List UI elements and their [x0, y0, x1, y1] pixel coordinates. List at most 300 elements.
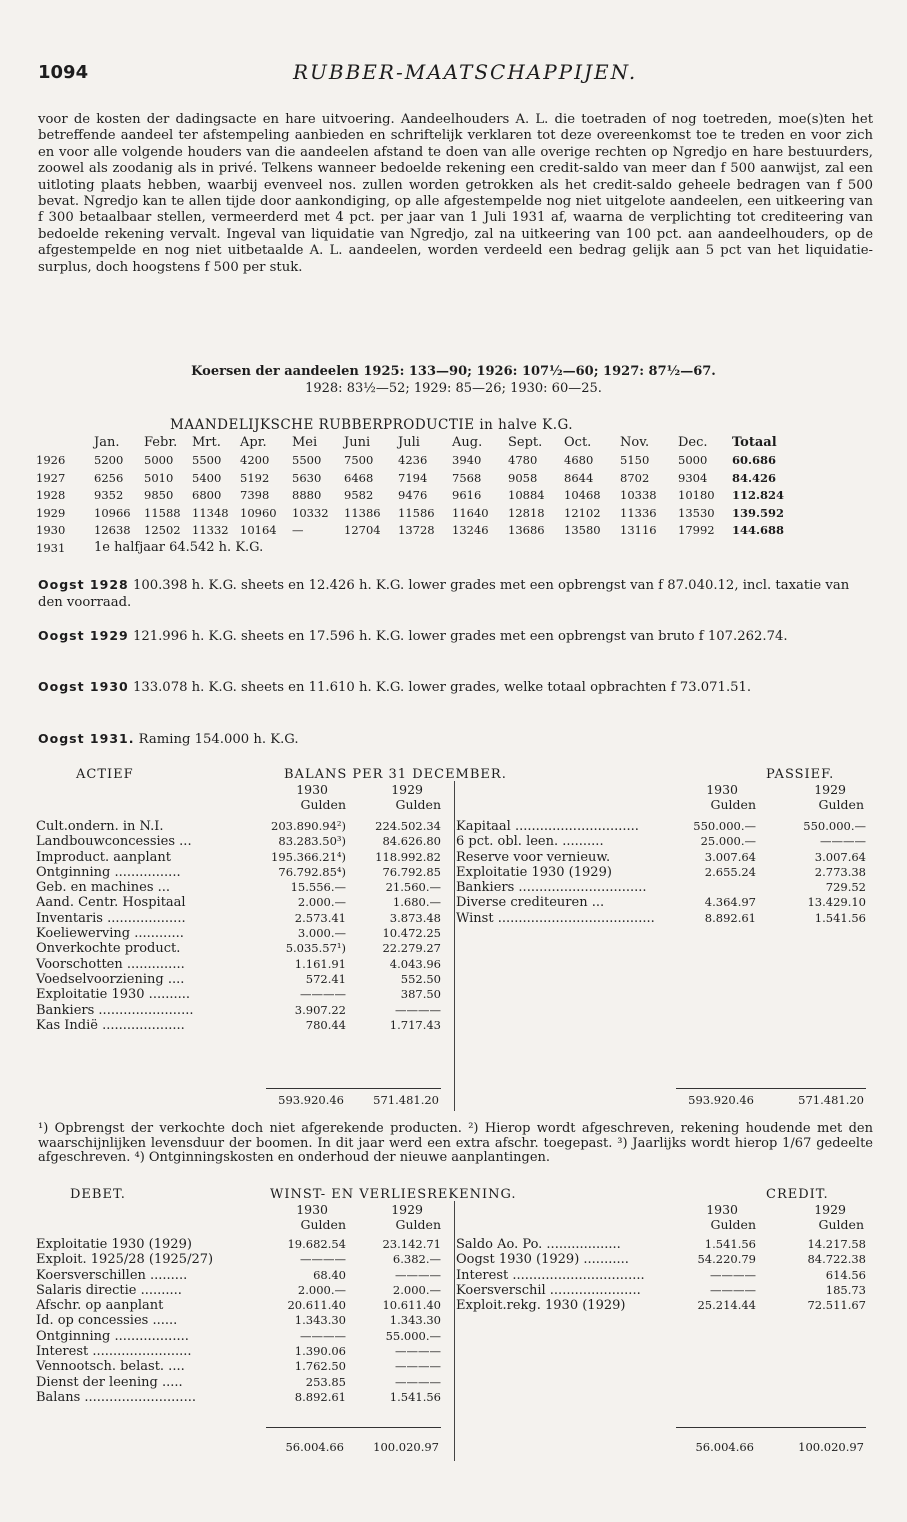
- year-header-cell: [36, 434, 94, 452]
- activa-list: [36, 819, 446, 1033]
- production-value: 5400: [192, 470, 222, 485]
- ledger-label: 6 pct. obl. leen. ..........: [456, 834, 604, 850]
- ledger-value-1929: 4.043.96: [389, 956, 441, 971]
- ledger-label: Afschr. op aanplant: [36, 1298, 164, 1314]
- ledger-row: [456, 1268, 866, 1283]
- year-label: 1930: [706, 782, 738, 797]
- ledger-value-1930: 2.000.—: [297, 895, 346, 910]
- ledger-row: [36, 1390, 446, 1405]
- ledger-value-1929: 6.382.—: [392, 1252, 441, 1267]
- ledger-label: Voorschotten ..............: [36, 956, 185, 972]
- production-value: 9058: [508, 470, 538, 485]
- production-value: 10332: [292, 505, 329, 520]
- ledger-label: Bankiers .......................: [36, 1002, 194, 1018]
- ledger-label: Balans ...........................: [36, 1389, 196, 1405]
- balans-pass-col-1929: [776, 782, 864, 812]
- production-value: 11332: [192, 523, 229, 538]
- production-title: MAANDELIJKSCHE RUBBERPRODUCTIE in halve K.G.: [170, 417, 574, 433]
- ledger-row: [36, 1003, 446, 1018]
- production-value: 12502: [144, 523, 181, 538]
- ledger-row: [36, 1018, 446, 1033]
- ledger-row: [36, 1283, 446, 1298]
- ledger-value-1929: 118.992.82: [375, 849, 441, 864]
- ledger-value-1929: ————: [820, 834, 866, 849]
- production-value: 12102: [564, 505, 601, 520]
- ledger-row: [36, 850, 446, 865]
- ledger-value-1930: ————: [300, 987, 346, 1002]
- ledger-value-1930: 1.343.30: [294, 1313, 346, 1328]
- ledger-row: [36, 972, 446, 987]
- production-value: 3940: [452, 453, 482, 468]
- oogst-text: 121.996 h. K.G. sheets en 17.596 h. K.G. lower grades met een opbrengst van bruto f 107.262.74.: [132, 629, 788, 644]
- production-value: 10468: [564, 488, 601, 503]
- wv-col-1929: [356, 1202, 441, 1232]
- credit-total-rule: [676, 1427, 866, 1428]
- passiva-total-rule: [676, 1088, 866, 1089]
- ledger-row: [36, 1313, 446, 1328]
- production-value: 11640: [452, 505, 489, 520]
- production-value: 5000: [678, 453, 708, 468]
- ledger-value-1929: 552.50: [400, 971, 441, 986]
- production-year: 1926: [36, 453, 66, 468]
- ledger-row: [456, 911, 866, 926]
- ledger-label: Exploit. 1925/28 (1925/27): [36, 1252, 214, 1268]
- ledger-label: Kas Indië ....................: [36, 1017, 185, 1033]
- ledger-label: Exploitatie 1930 ..........: [36, 987, 191, 1003]
- production-value: 139.592: [732, 505, 785, 520]
- month-header: Apr.: [240, 435, 267, 451]
- month-header: Jan.: [94, 435, 120, 451]
- ledger-value-1929: 2.773.38: [814, 864, 866, 879]
- production-value: 10966: [94, 505, 131, 520]
- balans-left-label: ACTIEF: [76, 767, 134, 782]
- ledger-label: Koersverschillen .........: [36, 1267, 188, 1283]
- month-header: Febr.: [144, 435, 178, 451]
- unit-label: Gulden: [395, 797, 441, 812]
- ledger-value-1929: 185.73: [825, 1282, 866, 1297]
- production-value: 5010: [144, 470, 174, 485]
- ledger-value-1930: 76.792.85⁴): [278, 864, 346, 879]
- ledger-label: Onverkochte product.: [36, 941, 181, 957]
- ledger-value-1930: 203.890.94²): [271, 819, 346, 833]
- production-value: 10884: [508, 488, 545, 503]
- ledger-value-1930: ————: [710, 1282, 756, 1297]
- production-value: 4200: [240, 453, 270, 468]
- balance-footnotes: ¹) Opbrengst der verkochte doch niet afgerekende producten. ²) Hierop wordt afgeschreven, rekening houdende met den waarschijnlijken levensduur der boomen. In dit jaar werd een extra afschr. toegepast. ³) Jaarlijks wordt hierop 1/67 gedeelte afgeschreven. ⁴) Ontginningskosten en onderhoud der nieuwe aanplantingen.: [38, 1121, 873, 1165]
- month-header: Juni: [344, 435, 371, 451]
- production-value: 4780: [508, 453, 538, 468]
- unit-label: Gulden: [300, 797, 346, 812]
- debet-total-1930: 56.004.66: [285, 1440, 344, 1454]
- production-value: 11586: [398, 505, 435, 520]
- ledger-value-1929: 614.56: [825, 1267, 866, 1282]
- ledger-label: Diverse crediteuren ...: [456, 895, 605, 911]
- production-value: 13580: [564, 523, 601, 538]
- unit-label: Gulden: [818, 797, 864, 812]
- ledger-label: Ontginning ..................: [36, 1328, 189, 1344]
- oogst-paragraph: [38, 628, 873, 646]
- month-header: Nov.: [620, 435, 650, 451]
- production-value: 84.426: [732, 470, 777, 485]
- ledger-value-1929: 84.626.80: [382, 834, 441, 849]
- production-value: 5630: [292, 470, 322, 485]
- ledger-label: Salaris directie ..........: [36, 1282, 182, 1298]
- ledger-row: [456, 819, 866, 834]
- production-value: 4236: [398, 453, 428, 468]
- ledger-value-1930: 253.85: [305, 1374, 346, 1389]
- ledger-label: Dienst der leening .....: [36, 1374, 183, 1390]
- ledger-value-1930: 2.573.41: [294, 910, 346, 925]
- ledger-label: Koersverschil ......................: [456, 1282, 641, 1298]
- ledger-value-1929: 22.279.27: [382, 941, 441, 956]
- ledger-value-1929: ————: [395, 1002, 441, 1017]
- ledger-value-1930: 5.035.57¹): [285, 941, 346, 956]
- ledger-row: [36, 819, 446, 834]
- production-value: 5000: [144, 453, 174, 468]
- production-value: 5500: [292, 453, 322, 468]
- ledger-value-1929: 84.722.38: [807, 1252, 866, 1267]
- production-value: 13246: [452, 523, 489, 538]
- ledger-label: Exploitatie 1930 (1929): [36, 1237, 192, 1252]
- production-table: [36, 434, 798, 557]
- ledger-value-1930: 83.283.50³): [278, 834, 346, 849]
- year-label: 1930: [296, 782, 328, 797]
- ledger-value-1929: 1.541.56: [389, 1389, 441, 1404]
- ledger-row: [36, 1375, 446, 1390]
- ledger-value-1929: 10.472.25: [382, 926, 441, 941]
- production-value: 13728: [398, 523, 435, 538]
- ledger-label: Reserve voor vernieuw.: [456, 849, 611, 865]
- ledger-value-1929: 10.611.40: [382, 1298, 441, 1313]
- wv-credit-col-1930: [676, 1202, 756, 1232]
- ledger-row: [36, 957, 446, 972]
- ledger-value-1929: 1.680.—: [392, 895, 441, 910]
- ledger-value-1929: 1.541.56: [814, 910, 866, 925]
- wv-right-label: CREDIT.: [766, 1187, 829, 1202]
- oogst-paragraph: [38, 731, 873, 749]
- ledger-label: Improduct. aanplant: [36, 849, 171, 865]
- ledger-label: Saldo Ao. Po. ..................: [456, 1237, 621, 1252]
- ledger-value-1929: 55.000.—: [385, 1328, 441, 1343]
- ledger-value-1930: 19.682.54: [287, 1237, 346, 1251]
- ledger-value-1930: 1.541.56: [704, 1237, 756, 1251]
- ledger-value-1929: 729.52: [825, 880, 866, 895]
- production-year: 1929: [36, 505, 66, 520]
- production-value: 11336: [620, 505, 657, 520]
- month-header: Totaal: [732, 435, 777, 451]
- month-header: Mrt.: [192, 435, 221, 451]
- ledger-row: [456, 895, 866, 910]
- ledger-value-1929: 224.502.34: [375, 819, 441, 833]
- ledger-row: [36, 941, 446, 956]
- month-header: Dec.: [678, 435, 708, 451]
- unit-label: Gulden: [300, 1217, 346, 1232]
- ledger-row: [36, 1329, 446, 1344]
- ledger-row: [456, 865, 866, 880]
- production-value: 11588: [144, 505, 181, 520]
- ledger-label: Bankiers ...............................: [456, 880, 647, 896]
- ledger-value-1930: 4.364.97: [704, 895, 756, 910]
- ledger-value-1930: 195.366.21⁴): [271, 849, 346, 864]
- ledger-label: Interest ................................: [456, 1267, 645, 1283]
- body-paragraph: voor de kosten der dadingsacte en hare uitvoering. Aandeelhouders A. L. die toetraden of nog toetreden, moe(s)ten het betreffende aandeel ter afstempeling aanbieden en schriftelijk verklaren tot deze overeenkomst toe te treden en voor zich en voor alle volgende houders van die aandeelen afstand te doen van alle overige rechten op Ngredjo en hare bestuurders, zoowel als zoodanig als in privé. Telkens wanneer bedoelde rekening een credit-saldo van meer dan f 500 aanwijst, zal een uitloting plaats hebben, waarbij evenveel nos. zullen worden getrokken als het credit-saldo geheele bedragen van f 500 bevat. Ngredjo kan te allen tijde door aankondiging, op alle afgestempelde nog niet uitgelote aandeelen, een uitkeering van f 300 betaalbaar stellen, vermeerderd met 4 pct. per jaar van 1 Juli 1931 af, waarna de verplichting tot crediteering van bedoelde rekening vervalt. Ingeval van liquidatie van Ngredjo, zal na uitkeering van 100 pct. aan aandeelhouders, op de afgestempelde en nog niet uitbetaalde A. L. aandeelen, worden verdeeld een bedrag gelijk aan 5 pct van het liquidatie-surplus, doch hoogstens f 500 per stuk.: [38, 112, 873, 275]
- ledger-label: Oogst 1930 (1929) ...........: [456, 1252, 629, 1268]
- wv-left-label: DEBET.: [70, 1187, 126, 1202]
- ledger-value-1929: 76.792.85: [382, 864, 441, 879]
- ledger-label: Inventaris ...................: [36, 910, 186, 926]
- ledger-value-1929: ————: [395, 1344, 441, 1359]
- production-value: 12638: [94, 523, 131, 538]
- ledger-value-1929: 23.142.71: [382, 1237, 441, 1251]
- ledger-value-1930: 3.000.—: [297, 926, 346, 941]
- balans-pass-col-1930: [676, 782, 756, 812]
- ledger-label: Voedselvoorziening ....: [36, 971, 185, 987]
- ledger-label: Exploit.rekg. 1930 (1929): [456, 1298, 626, 1314]
- activa-total-1930: 593.920.46: [278, 1093, 344, 1107]
- running-title: RUBBER-MAATSCHAPPIJEN.: [293, 60, 638, 84]
- ledger-value-1930: 3.907.22: [294, 1002, 346, 1017]
- ledger-value-1930: 2.655.24: [704, 864, 756, 879]
- production-value: 17992: [678, 523, 715, 538]
- balans-col-1930: [266, 782, 346, 812]
- ledger-value-1930: 2.000.—: [297, 1282, 346, 1297]
- koersen-line-1: Koersen der aandeelen 1925: 133—90; 1926: 107½—60; 1927: 87½—67.: [191, 364, 716, 379]
- production-value: 10180: [678, 488, 715, 503]
- ledger-row: [36, 834, 446, 849]
- production-row: [36, 452, 798, 470]
- ledger-label: Cult.ondern. in N.I.: [36, 819, 164, 834]
- production-value: 9850: [144, 488, 174, 503]
- ledger-label: Ontginning ................: [36, 864, 181, 880]
- ledger-value-1930: 25.000.—: [700, 834, 756, 849]
- ledger-row: [456, 1237, 866, 1252]
- unit-label: Gulden: [710, 797, 756, 812]
- production-value: 112.824: [732, 488, 785, 503]
- oogst-label: Oogst 1928: [38, 577, 129, 592]
- credit-total-1930: 56.004.66: [695, 1440, 754, 1454]
- ledger-value-1930: 780.44: [305, 1017, 346, 1032]
- oogst-text: 100.398 h. K.G. sheets en 12.426 h. K.G. lower grades met een opbrengst van f 87.040.12, incl. taxatie van den voorraad.: [38, 578, 850, 610]
- production-value: 13116: [620, 523, 657, 538]
- koersen-line-2: 1928: 83½—52; 1929: 85—26; 1930: 60—25.: [305, 381, 602, 396]
- ledger-value-1929: 1.343.30: [389, 1313, 441, 1328]
- page-number: 1094: [38, 62, 89, 83]
- production-year: 1928: [36, 488, 66, 503]
- unit-label: Gulden: [395, 1217, 441, 1232]
- column-divider: [454, 781, 455, 1111]
- ledger-row: [36, 987, 446, 1002]
- column-divider: [454, 1201, 455, 1461]
- month-header: Juli: [398, 435, 420, 451]
- production-value: 6468: [344, 470, 374, 485]
- production-value: 144.688: [732, 523, 785, 538]
- production-value: 6800: [192, 488, 222, 503]
- ledger-value-1930: 3.007.64: [704, 849, 756, 864]
- month-header: Sept.: [508, 435, 543, 451]
- debet-list: [36, 1237, 446, 1405]
- production-value: 7398: [240, 488, 270, 503]
- production-year: 1931: [36, 540, 66, 555]
- ledger-label: Vennootsch. belast. ....: [36, 1359, 185, 1375]
- ledger-value-1930: 15.556.—: [290, 880, 346, 895]
- production-value: 5150: [620, 453, 650, 468]
- ledger-value-1929: 14.217.58: [807, 1237, 866, 1251]
- month-header: Aug.: [452, 435, 483, 451]
- credit-total-1929: 100.020.97: [798, 1440, 864, 1454]
- ledger-label: Exploitatie 1930 (1929): [456, 864, 612, 880]
- production-value: 10338: [620, 488, 657, 503]
- debet-total-rule: [266, 1427, 441, 1428]
- production-value: 13530: [678, 505, 715, 520]
- ledger-label: Kapitaal ..............................: [456, 819, 639, 834]
- ledger-row: [36, 1237, 446, 1252]
- production-value: 7194: [398, 470, 428, 485]
- production-value: —: [292, 523, 304, 538]
- production-value: 5200: [94, 453, 124, 468]
- unit-label: Gulden: [710, 1217, 756, 1232]
- year-label: 1929: [814, 1202, 846, 1217]
- ledger-value-1929: 1.717.43: [389, 1017, 441, 1032]
- ledger-value-1929: 387.50: [400, 987, 441, 1002]
- ledger-row: [36, 865, 446, 880]
- ledger-label: Landbouwconcessies ...: [36, 834, 192, 850]
- ledger-row: [456, 850, 866, 865]
- ledger-label: Aand. Centr. Hospitaal: [36, 895, 186, 911]
- ledger-row: [456, 1298, 866, 1313]
- ledger-value-1930: 20.611.40: [287, 1298, 346, 1313]
- production-value: 9304: [678, 470, 708, 485]
- ledger-row: [36, 926, 446, 941]
- year-label: 1930: [296, 1202, 328, 1217]
- ledger-value-1930: 550.000.—: [693, 819, 756, 833]
- ledger-row: [36, 1298, 446, 1313]
- production-value: 11386: [344, 505, 381, 520]
- production-value: 9616: [452, 488, 482, 503]
- production-value: 4680: [564, 453, 594, 468]
- activa-total-1929: 571.481.20: [373, 1093, 439, 1107]
- production-row: [36, 522, 798, 540]
- oogst-text: Raming 154.000 h. K.G.: [138, 732, 299, 747]
- ledger-value-1930: 1.390.06: [294, 1344, 346, 1359]
- year-label: 1929: [391, 1202, 423, 1217]
- ledger-row: [456, 1283, 866, 1298]
- ledger-row: [36, 895, 446, 910]
- profit-loss-account: [36, 1187, 876, 1457]
- ledger-value-1930: ————: [300, 1328, 346, 1343]
- credit-list: [456, 1237, 866, 1313]
- ledger-row: [456, 880, 866, 895]
- ledger-value-1929: 2.000.—: [392, 1282, 441, 1297]
- ledger-value-1930: ————: [300, 1252, 346, 1267]
- ledger-value-1930: 1.161.91: [294, 956, 346, 971]
- production-header-row: [36, 434, 798, 452]
- production-1931-text: 1e halfjaar 64.542 h. K.G.: [94, 540, 264, 556]
- ledger-row: [456, 1252, 866, 1267]
- production-value: 8880: [292, 488, 322, 503]
- month-header: Oct.: [564, 435, 592, 451]
- oogst-paragraph: [38, 679, 873, 697]
- ledger-label: Interest ........................: [36, 1344, 192, 1360]
- ledger-value-1930: ————: [710, 1267, 756, 1282]
- ledger-value-1930: 25.214.44: [697, 1298, 756, 1313]
- unit-label: Gulden: [818, 1217, 864, 1232]
- ledger-row: [456, 834, 866, 849]
- production-value: 9476: [398, 488, 428, 503]
- ledger-row: [36, 1268, 446, 1283]
- production-value: 9582: [344, 488, 374, 503]
- ledger-value-1929: ————: [395, 1267, 441, 1282]
- activa-total-rule: [266, 1088, 441, 1089]
- ledger-value-1930: 54.220.79: [697, 1252, 756, 1267]
- production-value: 8702: [620, 470, 650, 485]
- ledger-value-1930: 572.41: [305, 971, 346, 986]
- production-value: 8644: [564, 470, 594, 485]
- ledger-label: Winst ......................................: [456, 910, 655, 926]
- ledger-label: Koeliewerving ............: [36, 926, 184, 942]
- ledger-value-1929: 21.560.—: [385, 880, 441, 895]
- oogst-text: 133.078 h. K.G. sheets en 11.610 h. K.G. lower grades, welke totaal opbrachten f 73.071.51.: [132, 680, 752, 695]
- ledger-value-1930: 1.762.50: [294, 1359, 346, 1374]
- production-value: 5500: [192, 453, 222, 468]
- ledger-label: Id. op concessies ......: [36, 1313, 178, 1329]
- ledger-row: [36, 1252, 446, 1267]
- passiva-list: [456, 819, 866, 926]
- production-year: 1927: [36, 470, 66, 485]
- ledger-row: [36, 880, 446, 895]
- ledger-value-1929: ————: [395, 1374, 441, 1389]
- wv-credit-col-1929: [776, 1202, 864, 1232]
- production-value: 10164: [240, 523, 277, 538]
- production-value: 12818: [508, 505, 545, 520]
- ledger-value-1929: 13.429.10: [807, 895, 866, 910]
- production-value: 11348: [192, 505, 229, 520]
- wv-title: WINST- EN VERLIESREKENING.: [270, 1187, 517, 1202]
- production-row: [36, 504, 798, 522]
- production-value: 60.686: [732, 453, 777, 468]
- ledger-row: [36, 1344, 446, 1359]
- production-value: 6256: [94, 470, 124, 485]
- oogst-paragraph: [38, 577, 873, 611]
- production-value: 9352: [94, 488, 124, 503]
- oogst-label: Oogst 1929: [38, 628, 129, 643]
- ledger-value-1929: 3.007.64: [814, 849, 866, 864]
- production-value: 10960: [240, 505, 277, 520]
- ledger-value-1930: 8.892.61: [704, 910, 756, 925]
- ledger-row: [36, 1359, 446, 1374]
- ledger-value-1929: ————: [395, 1359, 441, 1374]
- production-row-1931: [36, 539, 798, 557]
- balans-right-label: PASSIEF.: [766, 767, 835, 782]
- balans-title: BALANS PER 31 DECEMBER.: [284, 767, 507, 782]
- ledger-value-1929: 72.511.67: [807, 1298, 866, 1313]
- balance-sheet: [36, 767, 876, 1117]
- balans-col-1929: [356, 782, 441, 812]
- ledger-value-1930: 68.40: [313, 1267, 346, 1282]
- production-row: [36, 469, 798, 487]
- year-label: 1929: [391, 782, 423, 797]
- year-label: 1929: [814, 782, 846, 797]
- oogst-label: Oogst 1931.: [38, 731, 135, 746]
- month-header: Mei: [292, 435, 318, 451]
- production-year: 1930: [36, 523, 66, 538]
- oogst-label: Oogst 1930: [38, 679, 129, 694]
- passiva-total-1930: 593.920.46: [688, 1093, 754, 1107]
- production-value: 5192: [240, 470, 270, 485]
- ledger-value-1929: 550.000.—: [803, 819, 866, 833]
- production-value: 7568: [452, 470, 482, 485]
- page-header: [38, 60, 878, 90]
- production-row: [36, 487, 798, 505]
